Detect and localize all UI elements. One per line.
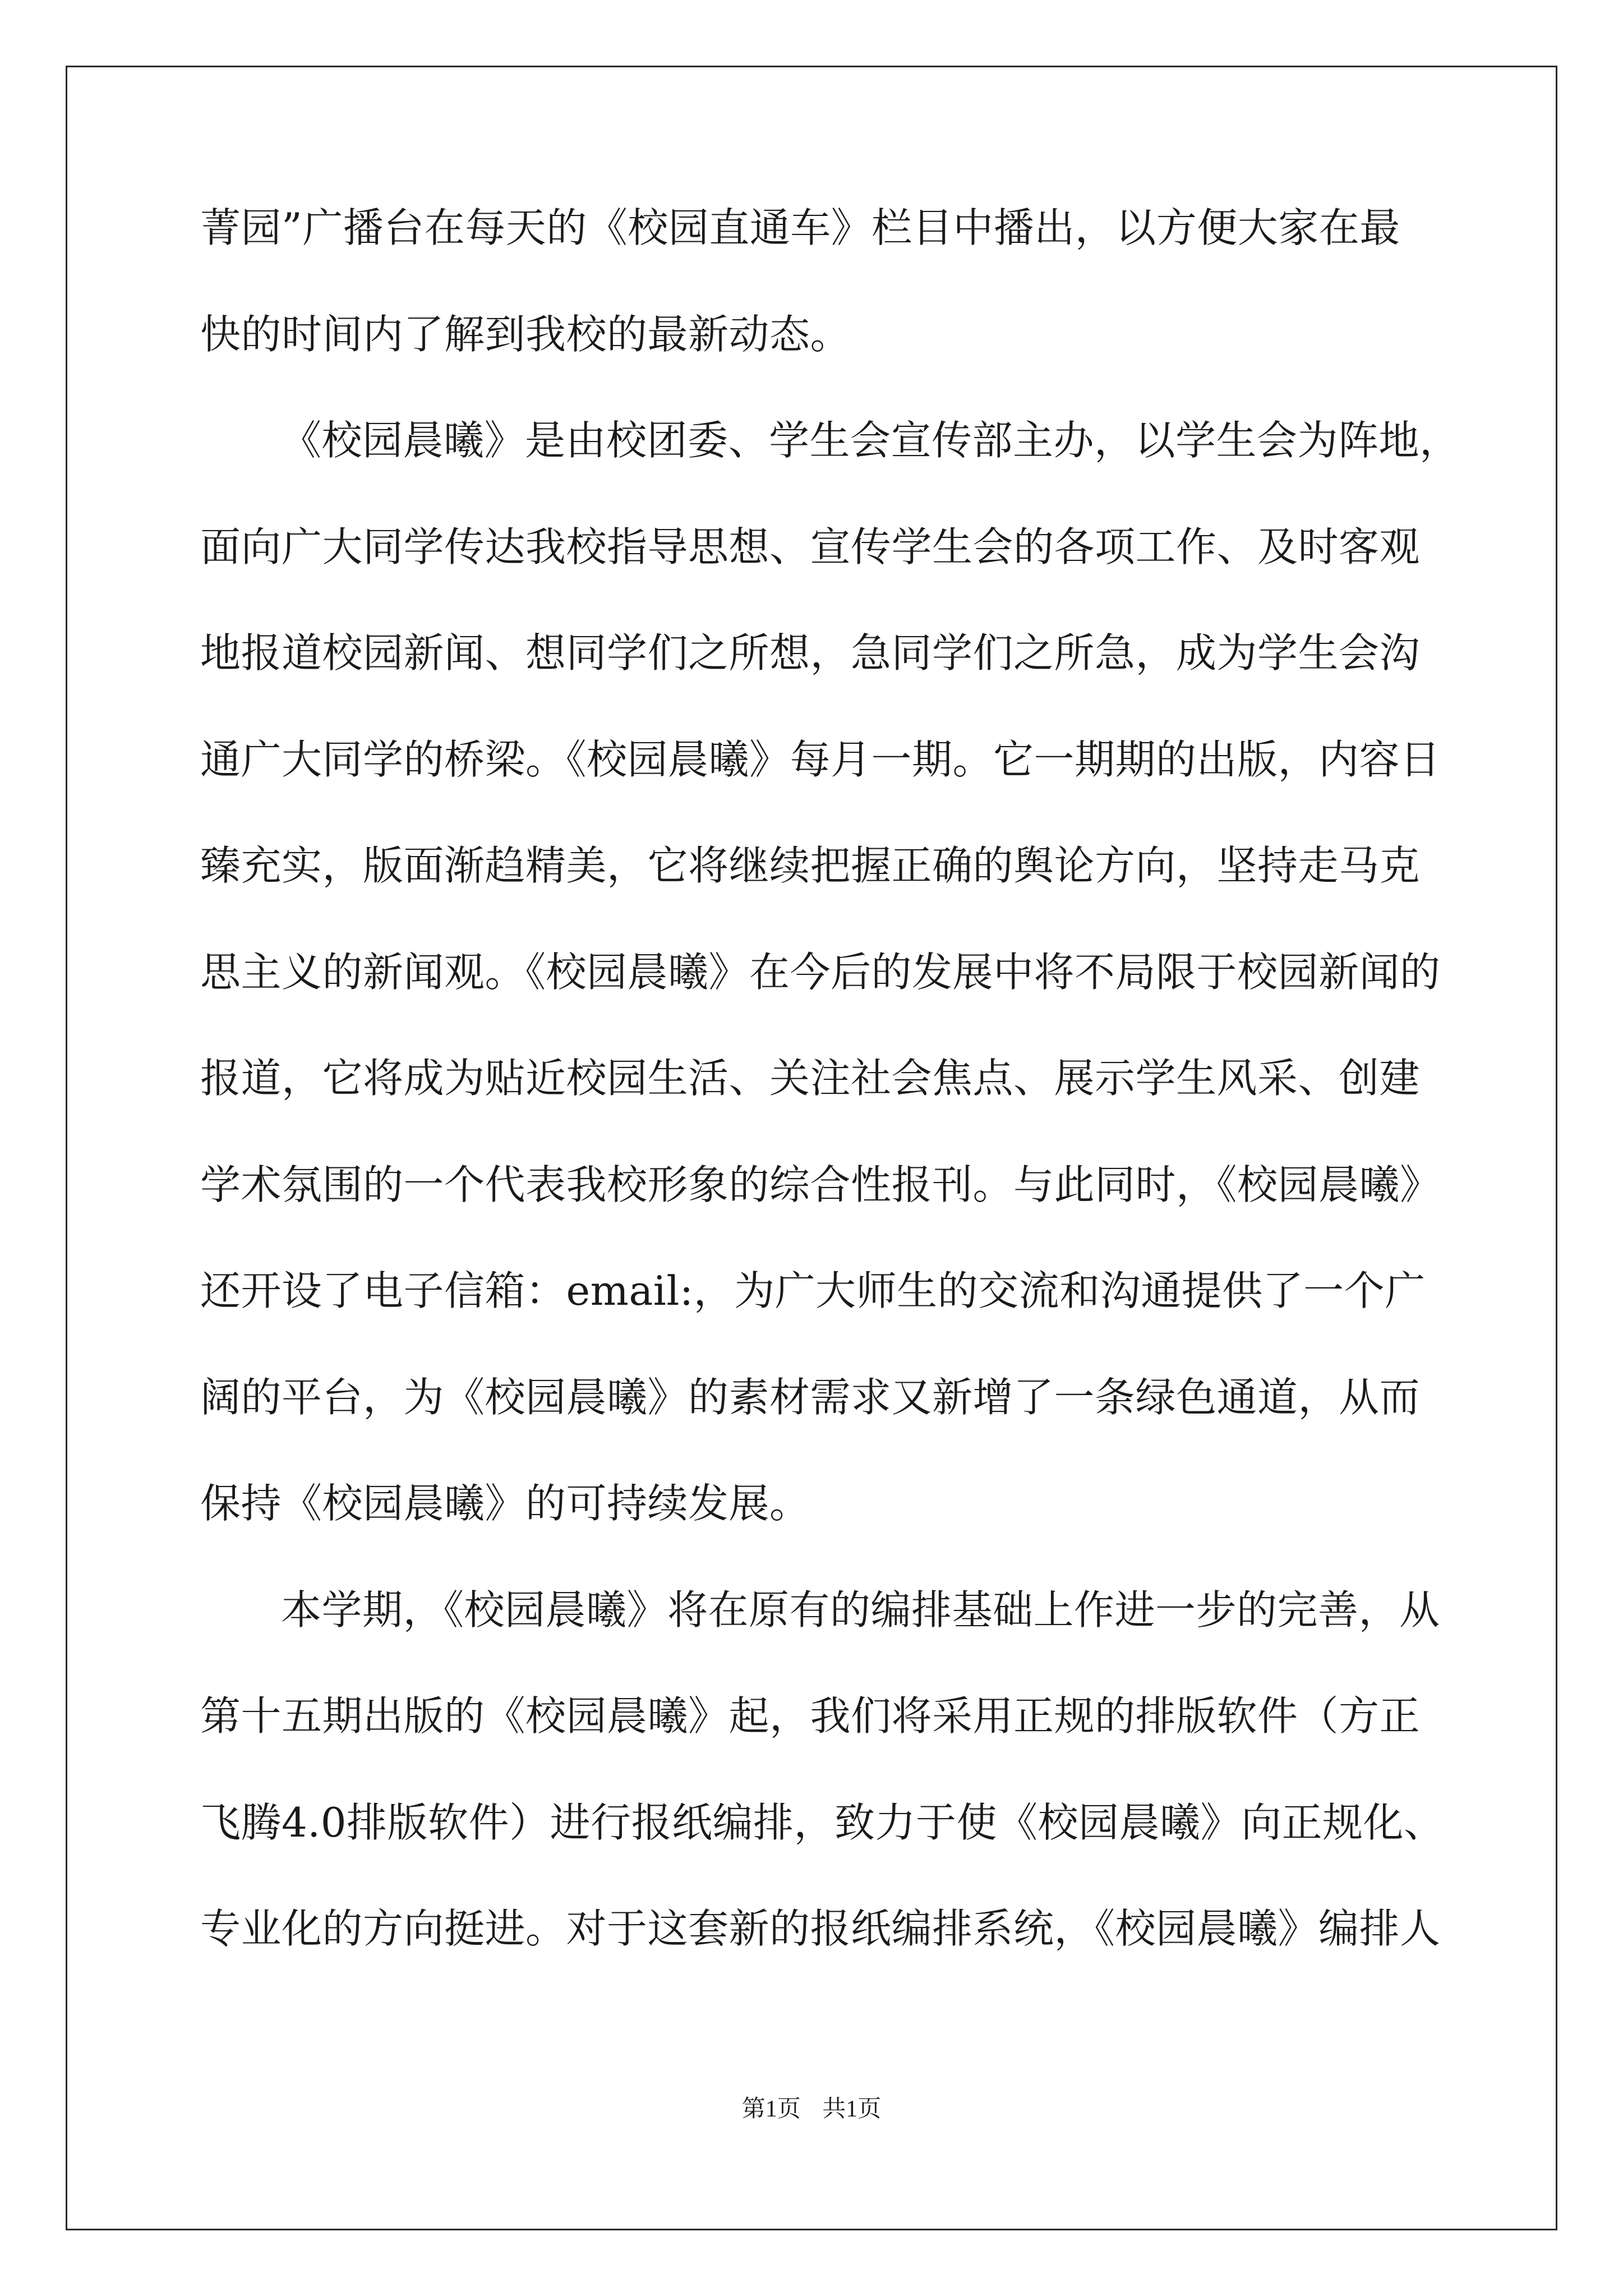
text-line: 快的时间内了解到我校的最新动态。: [200, 310, 851, 358]
text-line: 臻充实，版面渐趋精美，它将继续把握正确的舆论方向，坚持走马克: [200, 842, 1421, 889]
text-line: 通广大同学的桥梁。《校园晨曦》每月一期。它一期期的出版，内容日: [200, 735, 1441, 783]
page-footer: [0, 2090, 1623, 2124]
text-line: 《校园晨曦》是由校团委、学生会宣传部主办，以学生会为阵地，: [281, 417, 1460, 464]
text-line: 保持《校园晨曦》的可持续发展。: [200, 1480, 810, 1527]
text-line: 报道，它将成为贴近校园生活、关注社会焦点、展示学生风采、创建: [200, 1055, 1421, 1102]
text-line: 飞腾4.0排版软件）进行报纸编排，致力于使《校园晨曦》向正规化、: [200, 1798, 1445, 1846]
document-body: [200, 204, 1460, 2015]
text-line: 面向广大同学传达我校指导思想、宣传学生会的各项工作、及时客观: [200, 523, 1421, 570]
text-line: 思主义的新闻观。《校园晨曦》在今后的发展中将不局限于校园新闻的: [200, 948, 1441, 996]
text-line: 本学期，《校园晨曦》将在原有的编排基础上作进一步的完善，从: [281, 1586, 1440, 1634]
text-line: 学术氛围的一个代表我校形象的综合性报刊。与此同时，《校园晨曦》: [200, 1161, 1441, 1208]
text-line: 专业化的方向挺进。对于这套新的报纸编排系统，《校园晨曦》编排人: [200, 1905, 1441, 1952]
page-number: 第1页: [741, 2096, 801, 2122]
text-line: 地报道校园新闻、想同学们之所想，急同学们之所急，成为学生会沟: [200, 629, 1421, 677]
page-total: 共1页: [822, 2096, 882, 2122]
text-line: 第十五期出版的《校园晨曦》起，我们将采用正规的排版软件（方正: [200, 1692, 1421, 1740]
text-line: 阔的平台，为《校园晨曦》的素材需求又新增了一条绿色通道，从而: [200, 1373, 1421, 1421]
text-line: 菁园”广播台在每天的《校园直通车》栏目中播出，以方便大家在最: [200, 204, 1400, 251]
text-line: 还开设了电子信箱：email:，为广大师生的交流和沟通提供了一个广: [200, 1267, 1426, 1314]
